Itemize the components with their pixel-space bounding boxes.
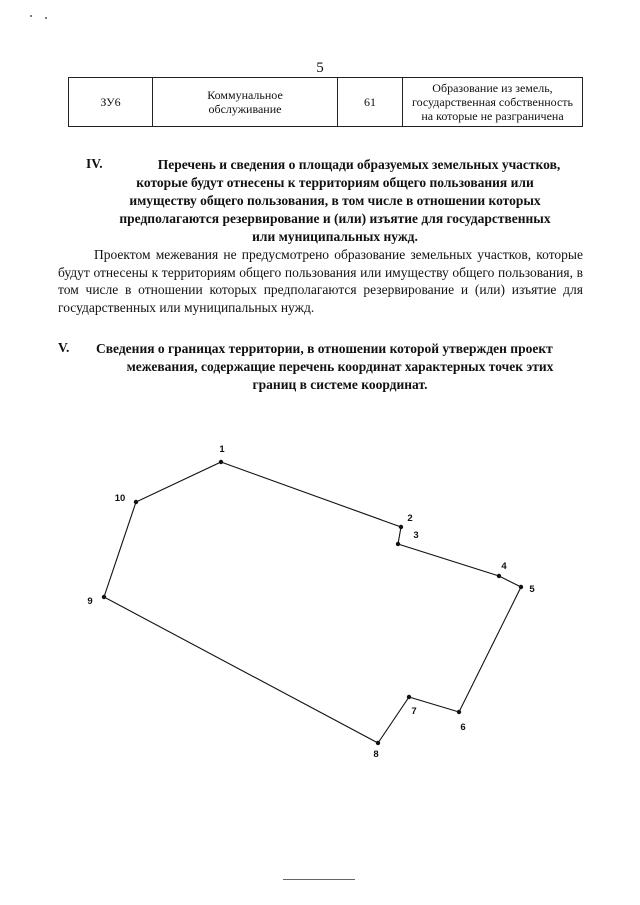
vertex-point-5 bbox=[519, 585, 523, 589]
vertex-label-1: 1 bbox=[219, 444, 225, 455]
footer-line bbox=[283, 879, 355, 880]
page-number: 5 bbox=[316, 60, 324, 76]
vertex-label-5: 5 bbox=[529, 584, 535, 595]
vertex-label-7: 7 bbox=[411, 706, 417, 717]
section-v-number: V. bbox=[58, 340, 70, 355]
section-iv-number: IV. bbox=[86, 156, 103, 171]
section-iv-heading: Перечень и сведения о площади образуемых земельных участков, которые будут отнесены к территориям общего пользования или имуществу общего пользования, в том числе в отношении которых предполагаются резервирование и (или) изъятие для государственных или муниципальных нужд. bbox=[119, 157, 561, 244]
vertex-label-10: 10 bbox=[114, 493, 126, 504]
vertex-point-4 bbox=[497, 574, 501, 578]
vertex-point-2 bbox=[399, 525, 403, 529]
vertex-point-9 bbox=[102, 595, 106, 599]
plot-code-cell: ЗУ6 bbox=[69, 78, 153, 127]
use-type-cell: Коммунальное обслуживание bbox=[153, 78, 338, 127]
vertex-label-4: 4 bbox=[501, 561, 507, 572]
vertex-label-6: 6 bbox=[460, 722, 466, 733]
vertex-point-7 bbox=[407, 695, 411, 699]
area-cell: 61 bbox=[338, 78, 403, 127]
section-v-heading: Сведения о границах территории, в отношении которой утвержден проект межевания, содержащие перечень координат характерных точек этих границ в системе координат. bbox=[96, 341, 554, 392]
vertex-point-3 bbox=[396, 542, 400, 546]
vertex-label-8: 8 bbox=[373, 749, 379, 760]
vertex-point-1 bbox=[219, 460, 223, 464]
vertex-point-6 bbox=[457, 710, 461, 714]
boundary-polygon bbox=[104, 462, 521, 743]
vertex-point-10 bbox=[134, 500, 138, 504]
vertex-label-2: 2 bbox=[407, 513, 413, 524]
vertex-label-3: 3 bbox=[413, 530, 419, 541]
vertex-label-9: 9 bbox=[87, 596, 93, 607]
vertex-point-8 bbox=[376, 741, 380, 745]
section-iv-text: Проектом межевания не предусмотрено образование земельных участков, которые будут отнесены к территориям общего пользования или имуществу общего пользования, в том числе в отношении которых предполагаются резервирование и (или) изъятие для государственных или муниципальных нужд. bbox=[58, 247, 583, 315]
formation-cell: Образование из земель, государственная собственность на которые не разграничена bbox=[403, 78, 583, 127]
